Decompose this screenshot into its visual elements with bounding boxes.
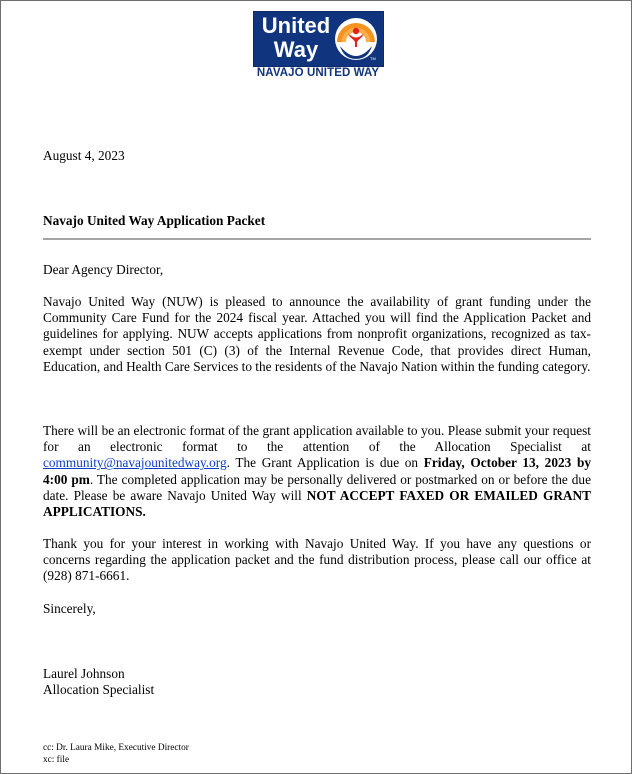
letter-date: August 4, 2023: [43, 148, 125, 163]
submission-text-3: . The completed application may be personally delivered or postmarked on or before the due date. Please be aware Navajo United Way will: [43, 471, 591, 503]
subject-divider: [43, 238, 591, 240]
paragraph-submission: [43, 423, 591, 520]
paragraph-announcement: Navajo United Way (NUW) is pleased to announce the availability of grant funding under the Community Care Fund for the 2024 fiscal year. Attached you will find the Application Packet and guidelines for applying. NUW accepts applications from nonprofit organizations, recognized as tax-exempt under section 501 (C) (3) of the Internal Revenue Code, that provides direct Human, Education, and Health Care Services to the residents of the Navajo Nation within the funding category.: [43, 294, 591, 374]
trademark-mark: TM: [370, 56, 376, 61]
salutation: Dear Agency Director,: [43, 262, 164, 277]
closing: Sincerely,: [43, 601, 96, 616]
logo-caption: NAVAJO UNITED WAY: [256, 67, 380, 79]
xc-line: xc: file: [43, 755, 70, 765]
paragraph-thanks: Thank you for your interest in working with Navajo United Way. If you have any questions or concerns regarding the application packet and the fund distribution process, please call our office at (928) 871-6661.: [43, 536, 591, 584]
cc-line: cc: Dr. Laura Mike, Executive Director: [43, 743, 189, 753]
signer-name: Laurel Johnson: [43, 666, 125, 681]
signer-title: Allocation Specialist: [43, 682, 155, 697]
due-date: Friday, October 13, 2023 by 4:00 pm: [43, 455, 591, 487]
submission-text-2: . The Grant Application is due on: [226, 455, 424, 471]
logo-wordmark: [258, 14, 334, 62]
logo-line-1: United: [261, 13, 331, 38]
letter-subject: Navajo United Way Application Packet: [43, 213, 266, 228]
submission-warning: NOT ACCEPT FAXED OR EMAILED GRANT APPLICATIONS.: [43, 487, 592, 520]
logo-line-2: Way: [273, 37, 319, 62]
submission-text-1: There will be an electronic format of the grant application available to you. Please submit your request for an electronic format to the attention of the Allocation Specialist at: [43, 423, 591, 455]
logo-box: [253, 11, 384, 67]
united-way-logo: [253, 11, 383, 83]
email-link[interactable]: community@navajounitedway.org: [43, 455, 227, 471]
